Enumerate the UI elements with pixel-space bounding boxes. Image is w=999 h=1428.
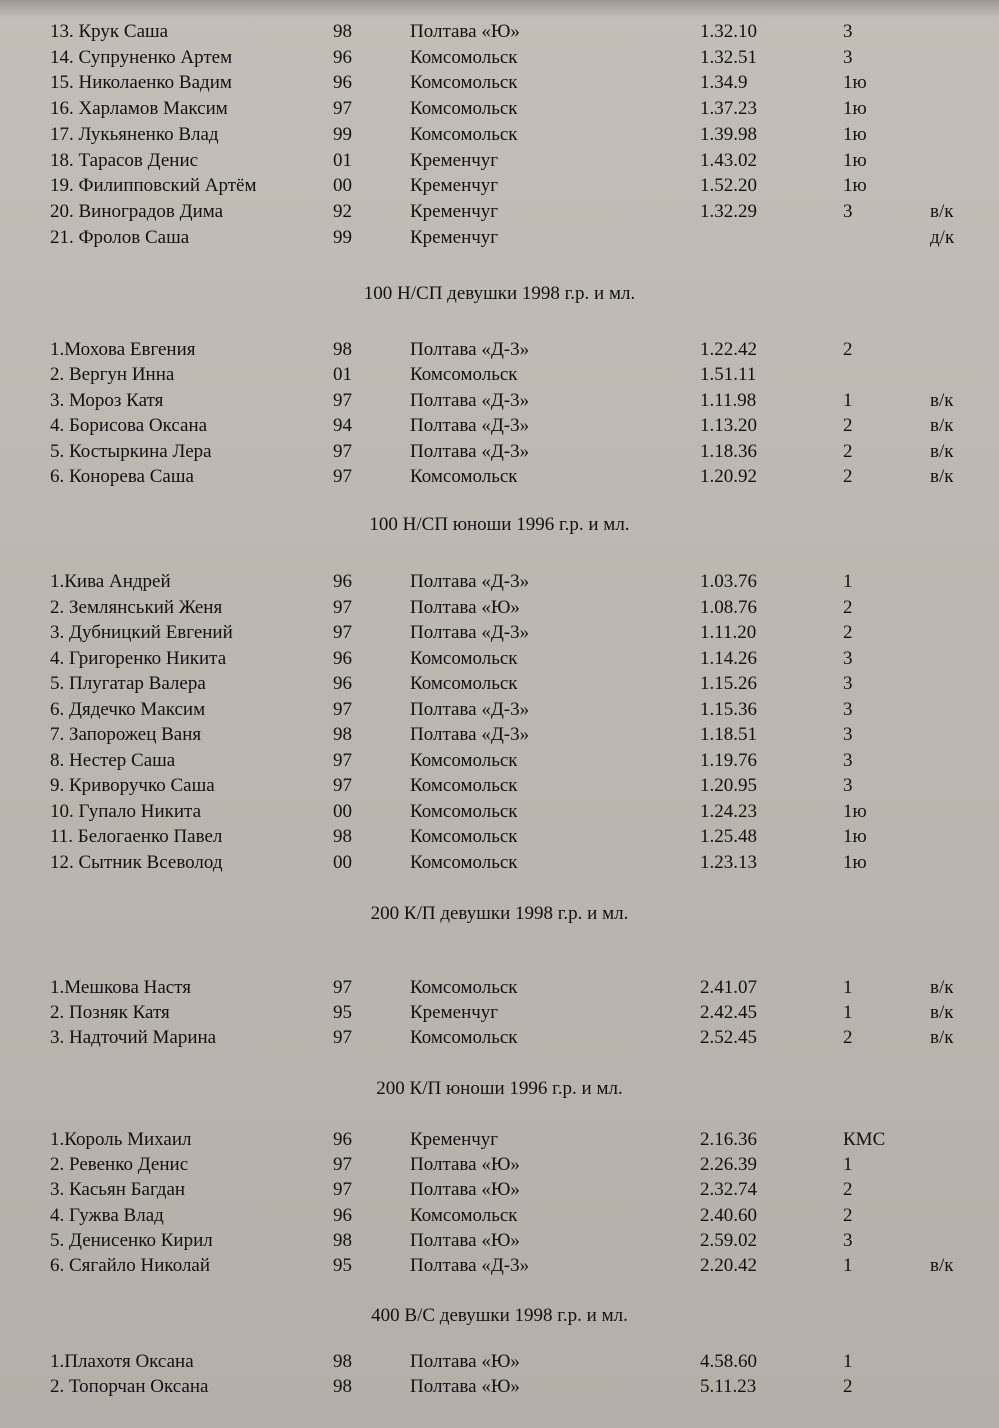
result-club: Кременчуг bbox=[410, 149, 499, 171]
result-time: 5.11.23 bbox=[700, 1376, 757, 1397]
result-year: 97 bbox=[333, 440, 352, 462]
result-name: 4. Гужва Влад bbox=[50, 1204, 164, 1226]
result-year: 01 bbox=[333, 149, 352, 171]
result-rank: 1 bbox=[843, 1002, 853, 1023]
result-row bbox=[0, 698, 999, 722]
result-rank: 2 bbox=[843, 415, 853, 437]
result-year: 92 bbox=[333, 200, 352, 222]
result-name: 8. Нестер Саша bbox=[50, 749, 176, 771]
result-time: 2.41.07 bbox=[700, 977, 757, 998]
result-rank: 2 bbox=[843, 440, 853, 462]
result-rank: 3 bbox=[843, 647, 853, 669]
result-club: Комсомольск bbox=[410, 673, 518, 694]
result-rank: 3 bbox=[843, 21, 853, 42]
result-row bbox=[0, 1001, 999, 1025]
result-club: Полтава «Д-3» bbox=[410, 571, 530, 592]
result-name: 4. Борисова Оксана bbox=[50, 415, 208, 437]
result-rank: 1ю bbox=[843, 826, 867, 847]
result-name: 19. Филипповский Артём bbox=[50, 175, 257, 197]
section-heading: 400 В/С девушки 1998 г.р. и мл. bbox=[371, 1305, 628, 1326]
result-year: 95 bbox=[333, 1002, 352, 1023]
result-row bbox=[0, 1229, 999, 1253]
result-time: 1.25.48 bbox=[700, 826, 757, 847]
result-row bbox=[0, 976, 999, 1000]
result-rank: 3 bbox=[843, 200, 853, 222]
result-name: 5. Плугатар Валера bbox=[50, 673, 206, 694]
result-year: 97 bbox=[333, 1027, 352, 1048]
result-name: 17. Лукьяненко Влад bbox=[50, 123, 219, 145]
result-name: 3. Мороз Катя bbox=[50, 389, 164, 411]
result-club: Комсомольск bbox=[410, 775, 518, 796]
result-club: Комсомольск bbox=[410, 647, 518, 669]
result-club: Полтава «Д-3» bbox=[410, 724, 530, 745]
result-rank: 3 bbox=[843, 1229, 853, 1251]
result-time: 1.18.51 bbox=[700, 724, 757, 745]
result-row bbox=[0, 1350, 999, 1374]
result-time: 2.52.45 bbox=[700, 1027, 757, 1048]
result-rank: КМС bbox=[843, 1129, 886, 1150]
result-time: 1.18.36 bbox=[700, 440, 757, 462]
result-year: 99 bbox=[333, 123, 352, 145]
result-year: 96 bbox=[333, 72, 352, 94]
section-heading: 200 К/П девушки 1998 г.р. и мл. bbox=[370, 903, 629, 924]
result-time: 2.20.42 bbox=[700, 1255, 757, 1276]
result-name: 5. Костыркина Лера bbox=[50, 440, 212, 462]
result-row bbox=[0, 825, 999, 849]
result-club: Полтава «Ю» bbox=[410, 1376, 520, 1397]
result-year: 97 bbox=[333, 775, 352, 796]
result-year: 97 bbox=[333, 1179, 352, 1201]
result-name: 2. Ревенко Денис bbox=[50, 1154, 189, 1176]
result-row bbox=[0, 1204, 999, 1228]
result-time: 1.39.98 bbox=[700, 123, 757, 145]
result-row bbox=[0, 800, 999, 824]
result-row bbox=[0, 1026, 999, 1050]
result-year: 96 bbox=[333, 647, 352, 669]
result-row bbox=[0, 440, 999, 464]
result-rank: 1ю bbox=[843, 149, 867, 171]
result-time: 2.40.60 bbox=[700, 1204, 757, 1226]
result-name: 7. Запорожец Ваня bbox=[50, 724, 202, 745]
result-time: 1.22.42 bbox=[700, 339, 757, 360]
result-time: 1.15.36 bbox=[700, 698, 757, 720]
result-year: 97 bbox=[333, 977, 352, 998]
result-row bbox=[0, 389, 999, 413]
result-row bbox=[0, 200, 999, 224]
result-name: 1.Мешкова Настя bbox=[50, 977, 192, 998]
result-time: 1.19.76 bbox=[700, 749, 757, 771]
result-row bbox=[0, 123, 999, 147]
result-time: 2.42.45 bbox=[700, 1002, 757, 1023]
result-club: Комсомольск bbox=[410, 72, 518, 94]
result-row bbox=[0, 749, 999, 773]
result-year: 96 bbox=[333, 1129, 352, 1150]
result-note: в/к bbox=[930, 1002, 954, 1023]
result-rank: 2 bbox=[843, 1027, 853, 1048]
result-rank: 1 bbox=[843, 389, 853, 411]
result-club: Полтава «Д-3» bbox=[410, 1255, 530, 1276]
result-row bbox=[0, 1153, 999, 1177]
result-year: 98 bbox=[333, 826, 352, 847]
result-year: 97 bbox=[333, 622, 352, 643]
result-year: 01 bbox=[333, 364, 352, 386]
result-name: 9. Криворучко Саша bbox=[50, 775, 215, 796]
result-club: Полтава «Д-3» bbox=[410, 698, 530, 720]
result-rank: 2 bbox=[843, 1204, 853, 1226]
result-row bbox=[0, 414, 999, 438]
result-name: 3. Касьян Багдан bbox=[50, 1179, 186, 1201]
result-note: в/к bbox=[930, 440, 954, 462]
result-name: 20. Виноградов Дима bbox=[50, 200, 224, 222]
result-name: 21. Фролов Саша bbox=[50, 226, 190, 248]
result-name: 2. Вергун Инна bbox=[50, 364, 175, 386]
result-note: в/к bbox=[930, 389, 954, 411]
result-row bbox=[0, 647, 999, 671]
result-club: Кременчуг bbox=[410, 1002, 499, 1023]
result-name: 10. Гупало Никита bbox=[50, 800, 202, 822]
result-club: Комсомольск bbox=[410, 800, 518, 822]
result-club: Полтава «Ю» bbox=[410, 1351, 520, 1372]
result-club: Комсомольск bbox=[410, 1204, 518, 1226]
result-rank: 2 bbox=[843, 596, 853, 618]
result-row bbox=[0, 1178, 999, 1202]
result-club: Полтава «Ю» bbox=[410, 1179, 520, 1201]
result-time: 1.32.10 bbox=[700, 21, 757, 42]
result-rank: 3 bbox=[843, 775, 853, 796]
result-club: Кременчуг bbox=[410, 200, 499, 222]
result-club: Кременчуг bbox=[410, 175, 499, 197]
result-row bbox=[0, 1128, 999, 1152]
result-club: Полтава «Д-3» bbox=[410, 389, 530, 411]
result-time: 1.13.20 bbox=[700, 415, 757, 437]
result-rank: 1ю bbox=[843, 175, 867, 197]
result-time: 2.59.02 bbox=[700, 1229, 757, 1251]
result-year: 98 bbox=[333, 1351, 352, 1372]
result-note: в/к bbox=[930, 1027, 954, 1048]
result-time: 1.23.13 bbox=[700, 851, 757, 873]
result-year: 97 bbox=[333, 596, 352, 618]
result-row bbox=[0, 338, 999, 362]
result-club: Кременчуг bbox=[410, 1129, 499, 1150]
result-note: д/к bbox=[930, 226, 955, 248]
result-year: 97 bbox=[333, 749, 352, 771]
result-time: 1.37.23 bbox=[700, 98, 757, 120]
result-rank: 1 bbox=[843, 1351, 853, 1372]
result-time: 1.34.9 bbox=[700, 72, 748, 94]
result-year: 98 bbox=[333, 724, 352, 745]
result-year: 99 bbox=[333, 226, 352, 248]
result-row bbox=[0, 1375, 999, 1399]
result-row bbox=[0, 174, 999, 198]
result-year: 00 bbox=[333, 851, 352, 873]
result-row bbox=[0, 570, 999, 594]
result-club: Кременчуг bbox=[410, 226, 499, 248]
result-row bbox=[0, 363, 999, 387]
result-time: 1.43.02 bbox=[700, 149, 757, 171]
result-rank: 2 bbox=[843, 1179, 853, 1201]
result-time: 1.03.76 bbox=[700, 571, 757, 592]
result-rank: 1ю bbox=[843, 98, 867, 120]
result-year: 96 bbox=[333, 46, 352, 68]
result-rank: 1ю bbox=[843, 851, 867, 873]
result-name: 4. Григоренко Никита bbox=[50, 647, 227, 669]
result-rank: 2 bbox=[843, 466, 853, 487]
result-club: Полтава «Ю» bbox=[410, 21, 520, 42]
result-time: 1.32.51 bbox=[700, 46, 757, 68]
result-time: 1.08.76 bbox=[700, 596, 757, 618]
result-year: 00 bbox=[333, 800, 352, 822]
result-time: 2.16.36 bbox=[700, 1129, 757, 1150]
result-club: Полтава «Ю» bbox=[410, 1229, 520, 1251]
result-name: 1.Король Михаил bbox=[50, 1129, 192, 1150]
result-row bbox=[0, 723, 999, 747]
result-time: 1.20.95 bbox=[700, 775, 757, 796]
result-year: 98 bbox=[333, 21, 352, 42]
result-year: 97 bbox=[333, 98, 352, 120]
result-year: 95 bbox=[333, 1255, 352, 1276]
result-time: 1.51.11 bbox=[700, 364, 757, 386]
result-club: Комсомольск bbox=[410, 98, 518, 120]
result-time: 1.11.20 bbox=[700, 622, 757, 643]
result-year: 98 bbox=[333, 339, 352, 360]
result-row bbox=[0, 149, 999, 173]
section-heading: 100 Н/СП юноши 1996 г.р. и мл. bbox=[369, 514, 630, 535]
result-rank: 3 bbox=[843, 749, 853, 771]
result-name: 6. Сягайло Николай bbox=[50, 1255, 211, 1276]
result-club: Комсомольск bbox=[410, 749, 518, 771]
result-row bbox=[0, 71, 999, 95]
result-rank: 1 bbox=[843, 1255, 853, 1276]
result-name: 12. Сытник Всеволод bbox=[50, 851, 223, 873]
result-name: 11. Белогаенко Павел bbox=[50, 826, 223, 847]
result-year: 98 bbox=[333, 1229, 352, 1251]
result-name: 2. Землянський Женя bbox=[50, 596, 223, 618]
result-year: 96 bbox=[333, 571, 352, 592]
result-time: 4.58.60 bbox=[700, 1351, 757, 1372]
result-club: Полтава «Д-3» bbox=[410, 415, 530, 437]
result-club: Полтава «Д-3» bbox=[410, 440, 530, 462]
result-year: 97 bbox=[333, 466, 352, 487]
result-row bbox=[0, 774, 999, 798]
result-name: 3. Дубницкий Евгений bbox=[50, 622, 233, 643]
result-note: в/к bbox=[930, 200, 954, 222]
result-year: 96 bbox=[333, 673, 352, 694]
result-row bbox=[0, 1254, 999, 1278]
result-row bbox=[0, 465, 999, 489]
result-club: Комсомольск bbox=[410, 851, 518, 873]
result-time: 1.24.23 bbox=[700, 800, 757, 822]
result-club: Комсомольск bbox=[410, 364, 518, 386]
section-heading: 200 К/П юноши 1996 г.р. и мл. bbox=[376, 1078, 623, 1099]
result-rank: 1ю bbox=[843, 72, 867, 94]
result-time: 1.14.26 bbox=[700, 647, 757, 669]
result-time: 2.26.39 bbox=[700, 1154, 757, 1176]
page-top-shadow bbox=[0, 0, 999, 18]
result-row bbox=[0, 97, 999, 121]
result-year: 96 bbox=[333, 1204, 352, 1226]
result-rank: 1 bbox=[843, 571, 853, 592]
result-name: 1.Кива Андрей bbox=[50, 571, 171, 592]
section-heading: 100 Н/СП девушки 1998 г.р. и мл. bbox=[363, 283, 636, 304]
result-time: 1.20.92 bbox=[700, 466, 757, 487]
result-club: Комсомольск bbox=[410, 826, 518, 847]
result-name: 3. Надточий Марина bbox=[50, 1027, 217, 1048]
result-note: в/к bbox=[930, 466, 954, 487]
result-name: 13. Крук Саша bbox=[50, 21, 169, 42]
result-club: Комсомольск bbox=[410, 123, 518, 145]
result-name: 1.Плахотя Оксана bbox=[50, 1351, 194, 1372]
result-time: 1.52.20 bbox=[700, 175, 757, 197]
result-time: 1.15.26 bbox=[700, 673, 757, 694]
result-club: Комсомольск bbox=[410, 46, 518, 68]
result-name: 15. Николаенко Вадим bbox=[50, 72, 232, 94]
result-time: 1.32.29 bbox=[700, 200, 757, 222]
result-club: Полтава «Д-3» bbox=[410, 622, 530, 643]
result-name: 2. Топорчан Оксана bbox=[50, 1376, 209, 1397]
result-name: 6. Конорева Саша bbox=[50, 466, 194, 487]
result-year: 98 bbox=[333, 1376, 352, 1397]
result-row bbox=[0, 672, 999, 696]
result-club: Полтава «Ю» bbox=[410, 1154, 520, 1176]
result-name: 2. Позняк Катя bbox=[50, 1002, 170, 1023]
result-name: 5. Денисенко Кирил bbox=[50, 1229, 213, 1251]
result-club: Комсомольск bbox=[410, 466, 518, 487]
result-rank: 3 bbox=[843, 724, 853, 745]
result-row bbox=[0, 596, 999, 620]
result-year: 97 bbox=[333, 389, 352, 411]
result-rank: 3 bbox=[843, 673, 853, 694]
result-name: 14. Супруненко Артем bbox=[50, 46, 233, 68]
result-year: 00 bbox=[333, 175, 352, 197]
result-rank: 2 bbox=[843, 339, 853, 360]
result-rank: 3 bbox=[843, 698, 853, 720]
result-rank: 1 bbox=[843, 1154, 853, 1176]
result-time: 1.11.98 bbox=[700, 389, 757, 411]
result-club: Полтава «Д-3» bbox=[410, 339, 530, 360]
result-club: Комсомольск bbox=[410, 1027, 518, 1048]
result-rank: 1ю bbox=[843, 123, 867, 145]
result-rank: 1ю bbox=[843, 800, 867, 822]
result-year: 94 bbox=[333, 415, 352, 437]
result-name: 18. Тарасов Денис bbox=[50, 149, 199, 171]
result-name: 6. Дядечко Максим bbox=[50, 698, 206, 720]
result-rank: 3 bbox=[843, 46, 853, 68]
result-row bbox=[0, 20, 999, 44]
result-club: Комсомольск bbox=[410, 977, 518, 998]
result-club: Полтава «Ю» bbox=[410, 596, 520, 618]
result-note: в/к bbox=[930, 1255, 954, 1276]
result-year: 97 bbox=[333, 1154, 352, 1176]
result-rank: 1 bbox=[843, 977, 853, 998]
result-time: 2.32.74 bbox=[700, 1179, 757, 1201]
result-row bbox=[0, 851, 999, 875]
result-note: в/к bbox=[930, 977, 954, 998]
result-row bbox=[0, 46, 999, 70]
result-rank: 2 bbox=[843, 622, 853, 643]
result-name: 16. Харламов Максим bbox=[50, 98, 228, 120]
result-note: в/к bbox=[930, 415, 954, 437]
result-year: 97 bbox=[333, 698, 352, 720]
result-row bbox=[0, 621, 999, 645]
result-row bbox=[0, 226, 999, 250]
result-name: 1.Мохова Евгения bbox=[50, 339, 196, 360]
result-rank: 2 bbox=[843, 1376, 853, 1397]
